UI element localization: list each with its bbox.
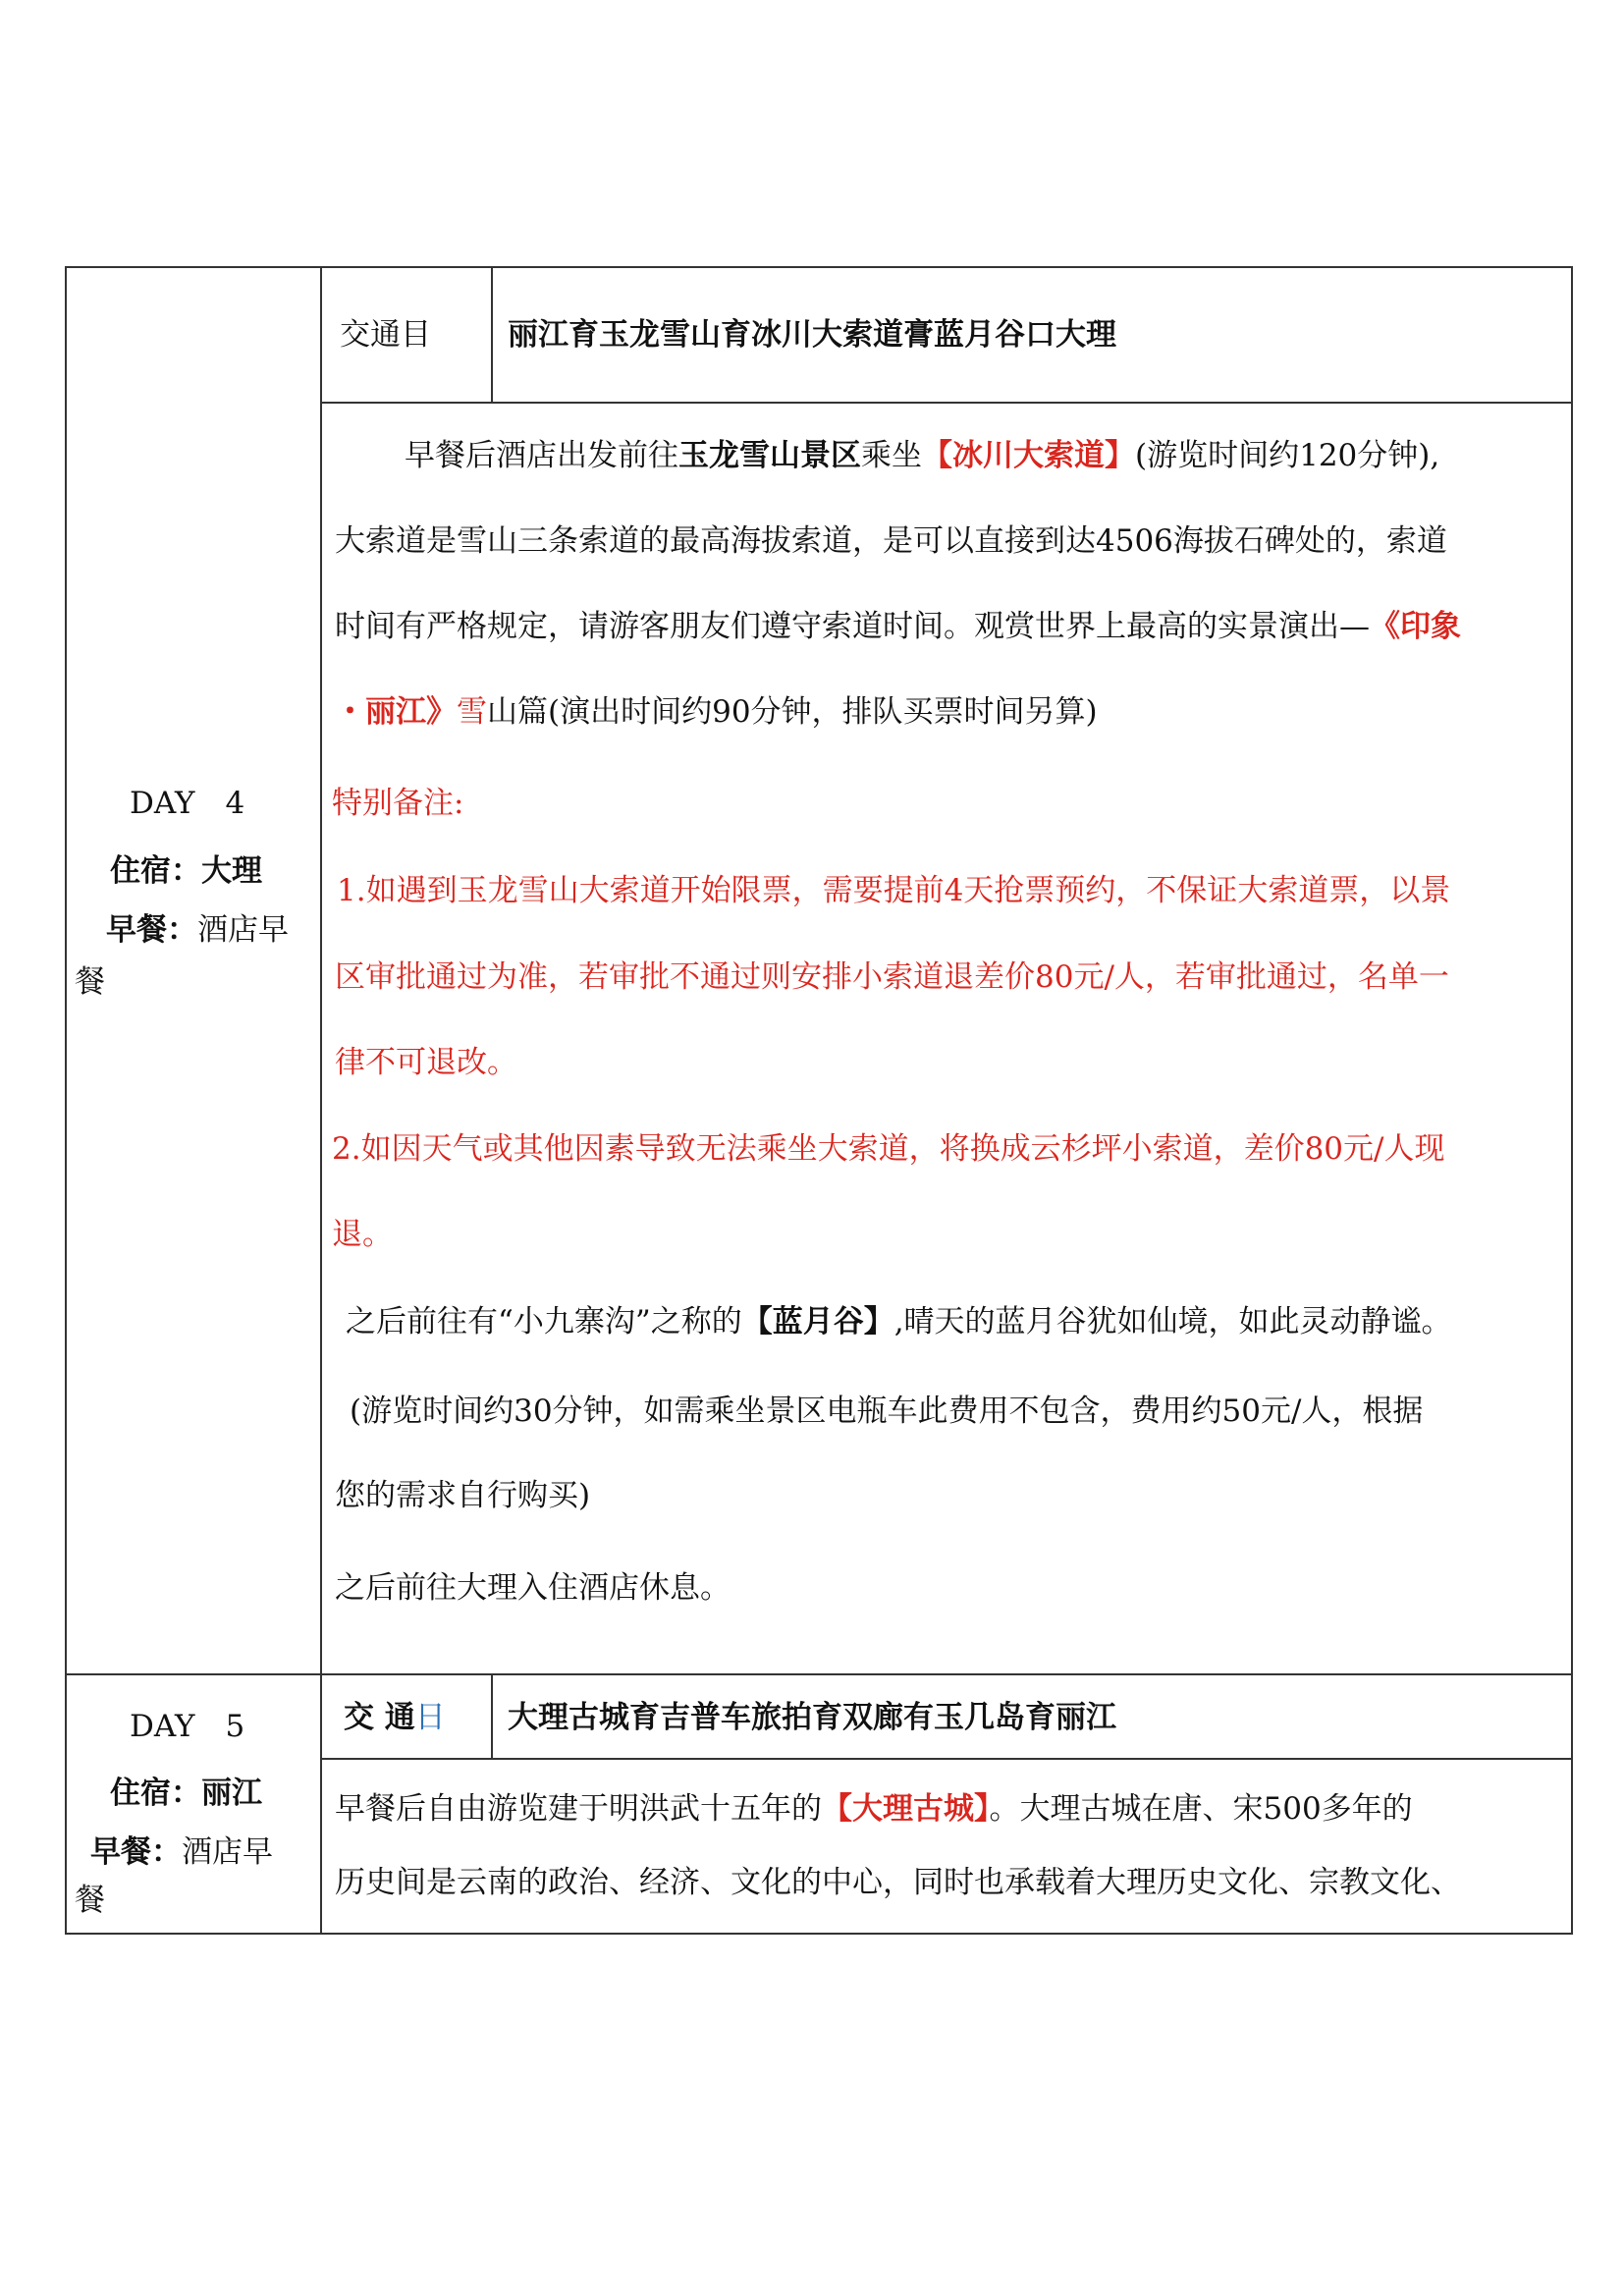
- day4-label: DAY 4: [130, 786, 245, 821]
- day4-paragraph-4: 之后前往大理入住酒店休息。: [335, 1570, 731, 1606]
- day5-meal-value: 酒店早: [182, 1834, 273, 1870]
- day5-meal-wrap: 餐: [75, 1883, 105, 1918]
- route-row-divider-day5: [320, 1758, 1573, 1760]
- day4-paragraph-1-line-2: 大索道是雪山三条索道的最高海拔索道，是可以直接到达4506海拔石碑处的，索道: [335, 523, 1447, 559]
- transport-label-divider-day4: [491, 266, 493, 404]
- day5-paragraph-1-line-2: 历史间是云南的政治、经济、文化的中心，同时也承载着大理历史文化、宗教文化、: [335, 1865, 1461, 1900]
- day4-paragraph-1-line-3: 时间有严格规定，请游客朋友们遵守索道时间。观赏世界上最高的实景演出—《印象: [335, 609, 1461, 644]
- table-border-left: [65, 266, 67, 1935]
- day5-stay-label: 住宿：: [110, 1776, 201, 1811]
- day4-meal-value: 酒店早: [197, 912, 289, 948]
- day4-transport-label: 交通目: [340, 317, 431, 353]
- day4-meal-wrap: 餐: [75, 964, 105, 1000]
- day5-transport-label: 交 通日: [344, 1700, 446, 1735]
- day5-meal: [90, 1832, 273, 1872]
- day5-stay: [110, 1774, 262, 1813]
- day5-paragraph-1-line-1: 早餐后自由游览建于明洪武十五年的【大理古城】。大理古城在唐、宋500多年的: [335, 1791, 1413, 1827]
- table-border-bottom: [65, 1933, 1573, 1935]
- transport-label-divider-day5: [491, 1673, 493, 1760]
- day5-stay-value: 丽江: [201, 1776, 262, 1811]
- table-border-top: [65, 266, 1573, 268]
- day4-note-2-line-1: 2.如因天气或其他因素导致无法乘坐大索道，将换成云杉坪小索道，差价80元/人现: [332, 1131, 1445, 1167]
- day4-stay: [110, 851, 262, 891]
- day4-note-1-line-3: 律不可退改。: [335, 1045, 517, 1080]
- day4-meal-label: 早餐：: [106, 912, 197, 948]
- day-column-divider: [320, 266, 322, 1935]
- day4-stay-label: 住宿：: [110, 853, 201, 889]
- day4-note-2-line-2: 退。: [332, 1217, 393, 1252]
- day4-paragraph-1-line-1: 早餐后酒店出发前往玉龙雪山景区乘坐【冰川大索道】(游览时间约120分钟),: [405, 438, 1440, 473]
- day4-note-title: 特别备注:: [332, 786, 464, 821]
- day4-paragraph-3-line-1: (游览时间约30分钟，如需乘坐景区电瓶车此费用不包含，费用约50元/人，根据: [350, 1394, 1424, 1429]
- day4-paragraph-1-line-4: ・丽江》雪山篇(演出时间约90分钟，排队买票时间另算): [335, 694, 1098, 730]
- day4-paragraph-2: 之后前往有“小九寨沟”之称的【蓝月谷】,晴天的蓝月谷犹如仙境，如此灵动静谧。: [346, 1304, 1452, 1339]
- day4-stay-value: 大理: [201, 853, 262, 889]
- day4-note-1-line-2: 区审批通过为准，若审批不通过则安排小索道退差价80元/人，若审批通过，名单一: [335, 959, 1449, 995]
- day4-note-1-line-1: 1.如遇到玉龙雪山大索道开始限票，需要提前4天抢票预约，不保证大索道票，以景: [337, 873, 1451, 908]
- day5-route: 大理古城育吉普车旅拍育双廊有玉几岛育丽江: [508, 1700, 1116, 1735]
- day-divider: [65, 1673, 1573, 1675]
- day4-route: 丽江育玉龙雪山育冰川大索道膏蓝月谷口大理: [508, 317, 1116, 353]
- day4-meal: [106, 910, 289, 950]
- day5-meal-label: 早餐：: [90, 1834, 182, 1870]
- day5-label: DAY 5: [130, 1709, 245, 1744]
- table-border-right: [1571, 266, 1573, 1935]
- route-row-divider-day4: [320, 402, 1573, 404]
- day4-paragraph-3-line-2: 您的需求自行购买): [335, 1478, 591, 1513]
